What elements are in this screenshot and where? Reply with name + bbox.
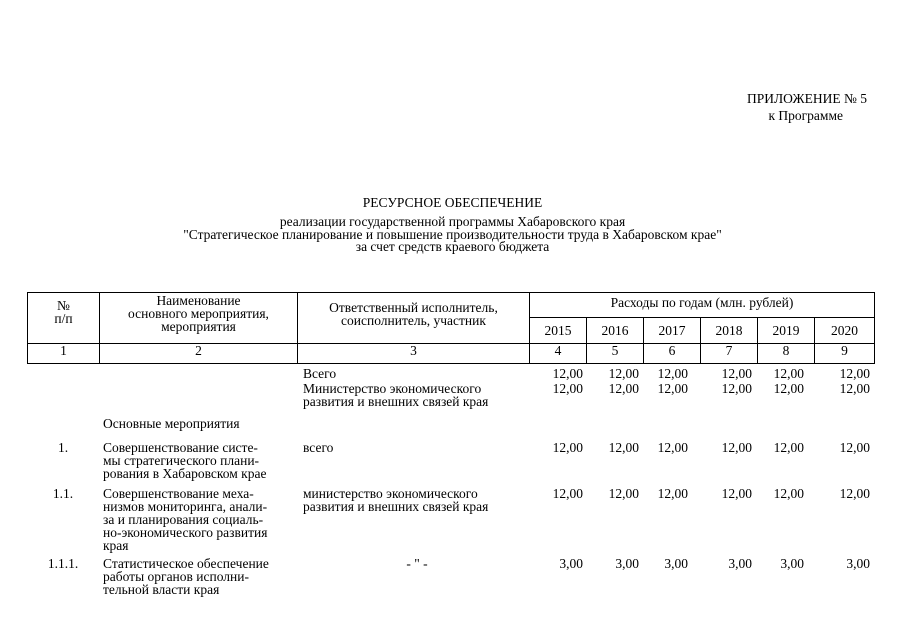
row-executor: министерство экономического развития и внешних связей края bbox=[303, 486, 489, 514]
row-number: 1.1.1. bbox=[47, 556, 79, 571]
row-value-2019: 12,00 bbox=[773, 486, 804, 501]
column-number: 7 bbox=[701, 344, 758, 364]
row-value-2018: 3,00 bbox=[728, 556, 752, 571]
row-value-2020: 12,00 bbox=[839, 486, 870, 501]
row-value-2017: 12,00 bbox=[657, 486, 688, 501]
document-subtitle bbox=[0, 216, 905, 254]
header-year: 2017 bbox=[644, 318, 701, 344]
header-year: 2016 bbox=[587, 318, 644, 344]
row-name: Совершенствование меха- низмов мониторинга, анали- за и планирования социаль- но-экономического развития края bbox=[103, 486, 268, 553]
row-value-2015: 3,00 bbox=[559, 556, 583, 571]
row-value-2015: 12,00 bbox=[552, 366, 583, 381]
column-number: 5 bbox=[587, 344, 644, 364]
row-value-2016: 12,00 bbox=[608, 440, 639, 455]
row-executor: - " - bbox=[406, 556, 428, 571]
row-value-2019: 3,00 bbox=[780, 556, 804, 571]
column-number: 3 bbox=[298, 344, 530, 364]
row-value-2016: 12,00 bbox=[608, 381, 639, 396]
row-value-2017: 12,00 bbox=[657, 440, 688, 455]
header-expenses: Расходы по годам (млн. рублей) bbox=[530, 293, 875, 318]
column-number: 4 bbox=[530, 344, 587, 364]
row-value-2018: 12,00 bbox=[721, 366, 752, 381]
column-number: 2 bbox=[100, 344, 298, 364]
row-value-2020: 12,00 bbox=[839, 440, 870, 455]
row-number: 1. bbox=[57, 440, 69, 455]
row-value-2018: 12,00 bbox=[721, 440, 752, 455]
appendix-ref: к Программе bbox=[768, 108, 843, 123]
row-value-2019: 12,00 bbox=[773, 366, 804, 381]
row-executor: всего bbox=[303, 440, 334, 455]
row-value-2020: 12,00 bbox=[839, 381, 870, 396]
row-value-2018: 12,00 bbox=[721, 381, 752, 396]
row-value-2017: 12,00 bbox=[657, 366, 688, 381]
subtitle-line-2: "Стратегическое планирование и повышение производительности труда в Хабаровском крае" bbox=[183, 226, 722, 242]
row-value-2017: 12,00 bbox=[657, 381, 688, 396]
row-value-2015: 12,00 bbox=[552, 440, 583, 455]
row-value-2015: 12,00 bbox=[552, 381, 583, 396]
column-number: 8 bbox=[758, 344, 815, 364]
row-value-2019: 12,00 bbox=[773, 381, 804, 396]
row-value-2020: 12,00 bbox=[839, 366, 870, 381]
row-value-2018: 12,00 bbox=[721, 486, 752, 501]
row-value-2016: 3,00 bbox=[615, 556, 639, 571]
appendix-number: ПРИЛОЖЕНИЕ № 5 bbox=[746, 91, 867, 106]
row-name: Совершенствование систе- мы стратегического плани- рования в Хабаровском крае bbox=[103, 440, 267, 481]
row-value-2015: 12,00 bbox=[552, 486, 583, 501]
header-year: 2018 bbox=[701, 318, 758, 344]
resource-table-header bbox=[27, 292, 875, 364]
row-value-2020: 3,00 bbox=[846, 556, 870, 571]
row-executor: Всего bbox=[303, 366, 337, 381]
row-value-2019: 12,00 bbox=[773, 440, 804, 455]
column-number: 1 bbox=[28, 344, 100, 364]
document-title: РЕСУРСНОЕ ОБЕСПЕЧЕНИЕ bbox=[362, 195, 543, 210]
subtitle-line-1: реализации государственной программы Хабаровского края bbox=[279, 214, 626, 229]
row-value-2016: 12,00 bbox=[608, 486, 639, 501]
header-year: 2019 bbox=[758, 318, 815, 344]
row-value-2016: 12,00 bbox=[608, 366, 639, 381]
row-executor: Министерство экономического развития и внешних связей края bbox=[303, 381, 489, 409]
header-year: 2015 bbox=[530, 318, 587, 344]
header-name: Наименование основного мероприятия, мероприятия bbox=[100, 293, 298, 344]
row-name: Основные мероприятия bbox=[103, 416, 240, 431]
header-num: № п/п bbox=[28, 293, 100, 344]
column-number: 6 bbox=[644, 344, 701, 364]
subtitle-line-3: за счет средств краевого бюджета bbox=[355, 239, 550, 254]
column-number: 9 bbox=[815, 344, 875, 364]
row-number: 1.1. bbox=[52, 486, 74, 501]
header-year: 2020 bbox=[815, 318, 875, 344]
row-name: Статистическое обеспечение работы органов исполни- тельной власти края bbox=[103, 556, 269, 597]
header-executor: Ответственный исполнитель, соисполнитель, участник bbox=[298, 293, 530, 344]
row-value-2017: 3,00 bbox=[664, 556, 688, 571]
